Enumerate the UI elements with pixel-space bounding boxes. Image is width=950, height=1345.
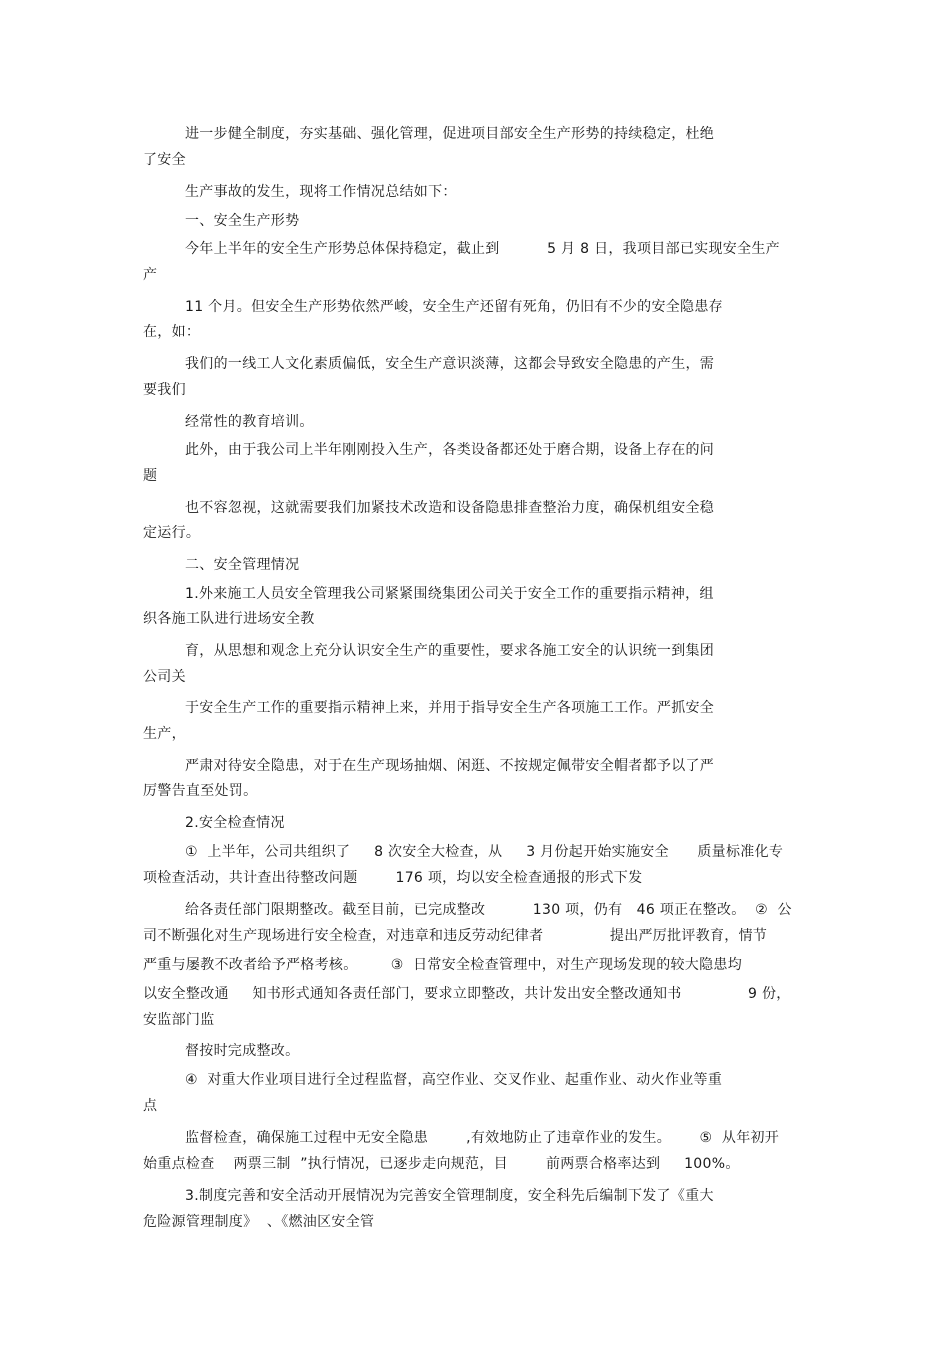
text-line: 在，如： — [143, 324, 201, 340]
text-line: 严肃对待安全隐患，对于在生产现场抽烟、闲逛、不按规定佩带安全帽者都予以了严 — [185, 758, 715, 774]
text-line: 始重点检查 两票三制 ”执行情况，已逐步走向规范，目 前两票合格率达到 100%。 — [143, 1156, 740, 1172]
text-line: 生产事故的发生，现将工作情况总结如下： — [185, 184, 457, 200]
text-line: 安监部门监 — [143, 1012, 215, 1028]
text-line: 生产， — [143, 726, 186, 742]
text-line: ④ 对重大作业项目进行全过程监督，高空作业、交叉作业、起重作业、动火作业等重 — [185, 1072, 723, 1088]
text-line: 公司关 — [143, 669, 186, 685]
text-line: 严重与屡教不改者给予严格考核。 ③ 日常安全检查管理中，对生产现场发现的较大隐患均 — [143, 957, 742, 973]
text-line: 今年上半年的安全生产形势总体保持稳定，截止到 5 月 8 日，我项目部已实现安全生产 — [185, 241, 780, 257]
text-line: 以安全整改通 知书形式通知各责任部门，要求立即整改，共计发出安全整改通知书 9 份， — [143, 986, 791, 1002]
text-line: 我们的一线工人文化素质偏低，安全生产意识淡薄，这都会导致安全隐患的产生，需 — [185, 356, 715, 372]
text-line: 于安全生产工作的重要指示精神上来，并用于指导安全生产各项施工工作。严抓安全 — [185, 700, 715, 716]
text-line: 11 个月。但安全生产形势依然严峻，安全生产还留有死角，仍旧有不少的安全隐患存 — [185, 299, 723, 315]
text-line: 进一步健全制度，夯实基础、强化管理，促进项目部安全生产形势的持续稳定，杜绝 — [185, 126, 715, 142]
text-line: 产 — [143, 267, 158, 283]
text-line: 点 — [143, 1098, 158, 1114]
text-line: 题 — [143, 468, 158, 484]
text-line: 给各责任部门限期整改。截至目前，已完成整改 130 项，仍有 46 项正在整改。 ② 公 — [185, 902, 792, 918]
section-heading: 2.安全检查情况 — [185, 815, 285, 831]
text-line: 危险源管理制度》 、《燃油区安全管 — [143, 1214, 375, 1230]
text-line: 监督检查，确保施工过程中无安全隐患 ,有效地防止了违章作业的发生。 ⑤ 从年初开 — [185, 1130, 780, 1146]
text-line: 了安全 — [143, 152, 186, 168]
text-line: 项检查活动，共计查出待整改问题 176 项，均以安全检查通报的形式下发 — [143, 870, 643, 886]
text-line: 此外，由于我公司上半年刚刚投入生产，各类设备都还处于磨合期，设备上存在的问 — [185, 442, 715, 458]
text-line: 织各施工队进行进场安全教 — [143, 611, 315, 627]
text-line: 也不容忽视，这就需要我们加紧技术改造和设备隐患排查整治力度，确保机组安全稳 — [185, 500, 715, 516]
text-line: 司不断强化对生产现场进行安全检查，对违章和违反劳动纪律者 提出严厉批评教育，情节 — [143, 928, 768, 944]
section-heading: 一、安全生产形势 — [185, 213, 300, 229]
text-line: 3.制度完善和安全活动开展情况为完善安全管理制度，安全科先后编制下发了《重大 — [185, 1188, 714, 1204]
text-line: 要我们 — [143, 382, 186, 398]
text-line: 1.外来施工人员安全管理我公司紧紧围绕集团公司关于安全工作的重要指示精神，组 — [185, 586, 714, 602]
text-line: 经常性的教育培训。 — [185, 414, 314, 430]
text-line: ① 上半年，公司共组织了 8 次安全大检查，从 3 月份起开始实施安全 质量标准化专 — [185, 844, 784, 860]
text-line: 督按时完成整改。 — [185, 1043, 300, 1059]
text-line: 厉警告直至处罚。 — [143, 783, 258, 799]
section-heading: 二、安全管理情况 — [185, 557, 300, 573]
text-line: 定运行。 — [143, 525, 201, 541]
text-line: 育，从思想和观念上充分认识安全生产的重要性，要求各施工安全的认识统一到集团 — [185, 643, 715, 659]
